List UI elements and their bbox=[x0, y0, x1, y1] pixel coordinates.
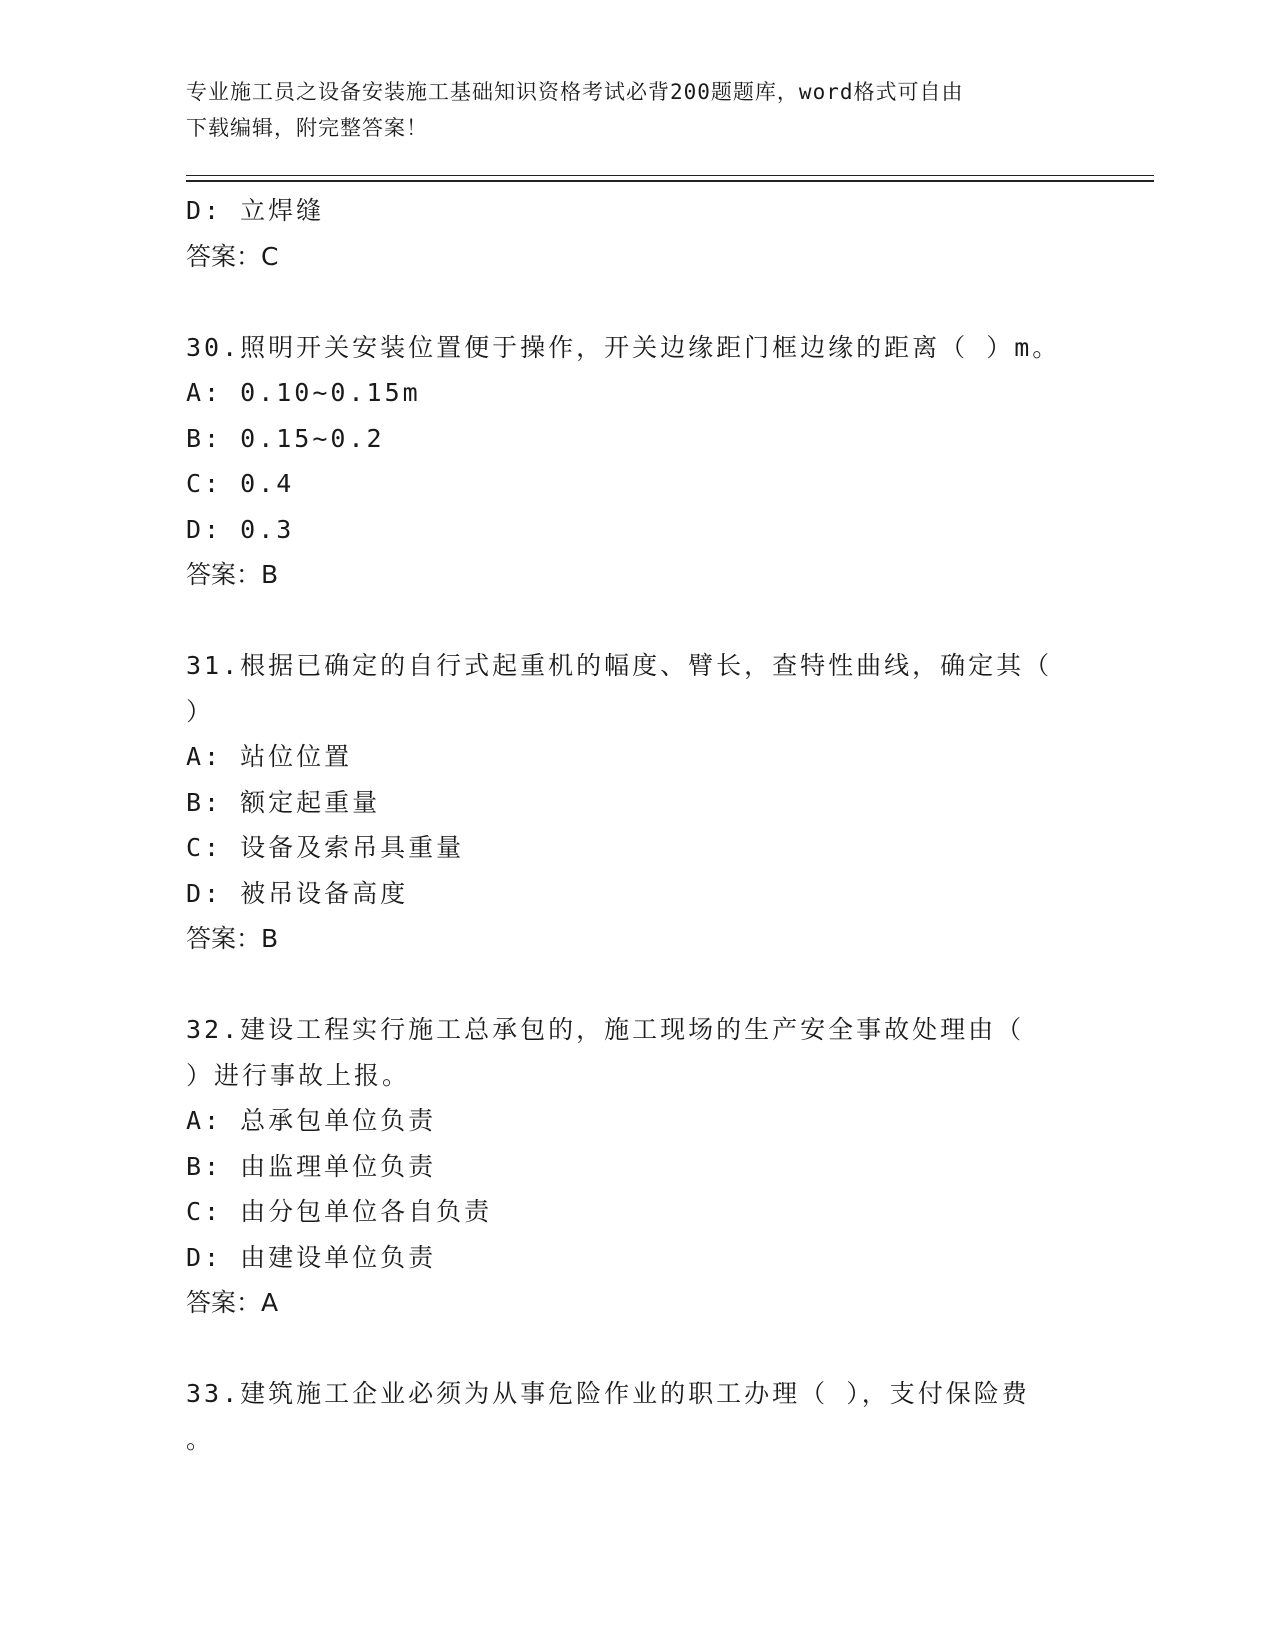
answer: 答案：B bbox=[186, 560, 279, 589]
spacer bbox=[186, 962, 1086, 1008]
answer: 答案：B bbox=[186, 924, 279, 953]
document-header bbox=[186, 74, 1066, 146]
question-title-continued: ）进行事故上报。 bbox=[186, 1060, 411, 1090]
option-a: A: 总承包单位负责 bbox=[186, 1106, 437, 1135]
option-c: C: 0.4 bbox=[186, 469, 295, 498]
option-d: D: 立焊缝 bbox=[186, 196, 325, 225]
option-d: D: 由建设单位负责 bbox=[186, 1242, 437, 1272]
question-title: 31.根据已确定的自行式起重机的幅度、臂长，查特性曲线，确定其（ bbox=[186, 651, 1053, 680]
answer: 答案：C bbox=[186, 241, 279, 271]
option-b: B: 由监理单位负责 bbox=[186, 1151, 437, 1181]
option-c: C: 设备及索吊具重量 bbox=[186, 833, 465, 862]
spacer bbox=[186, 598, 1086, 644]
option-d: D: 被吊设备高度 bbox=[186, 878, 409, 908]
option-b: B: 额定起重量 bbox=[186, 787, 381, 817]
header-divider-thick bbox=[186, 180, 1154, 182]
header-divider-thin bbox=[186, 175, 1154, 176]
question-list bbox=[186, 188, 1086, 1462]
spacer bbox=[186, 1326, 1086, 1372]
question-title: 32.建设工程实行施工总承包的，施工现场的生产安全事故处理由（ bbox=[186, 1015, 1025, 1044]
option-b: B: 0.15~0.2 bbox=[186, 423, 385, 453]
question-31 bbox=[186, 643, 1086, 962]
answer: 答案：A bbox=[186, 1288, 279, 1317]
header-line-1: 专业施工员之设备安装施工基础知识资格考试必背200题题库，word格式可自由 bbox=[186, 80, 964, 104]
question-33 bbox=[186, 1371, 1086, 1462]
question-title-continued: 。 bbox=[186, 1424, 215, 1454]
question-title: 30.照明开关安装位置便于操作，开关边缘距门框边缘的距离（ ）m。 bbox=[186, 332, 1061, 362]
question-title: 33.建筑施工企业必须为从事危险作业的职工办理（ ），支付保险费 bbox=[186, 1379, 1030, 1408]
question-32 bbox=[186, 1007, 1086, 1326]
question-title-continued: ） bbox=[186, 696, 215, 726]
option-d: D: 0.3 bbox=[186, 514, 295, 544]
option-a: A: 0.10~0.15m bbox=[186, 378, 421, 407]
option-c: C: 由分包单位各自负责 bbox=[186, 1197, 493, 1226]
option-a: A: 站位位置 bbox=[186, 742, 353, 771]
spacer bbox=[186, 279, 1086, 325]
header-line-2: 下载编辑，附完整答案！ bbox=[186, 116, 428, 140]
question-30 bbox=[186, 325, 1086, 598]
